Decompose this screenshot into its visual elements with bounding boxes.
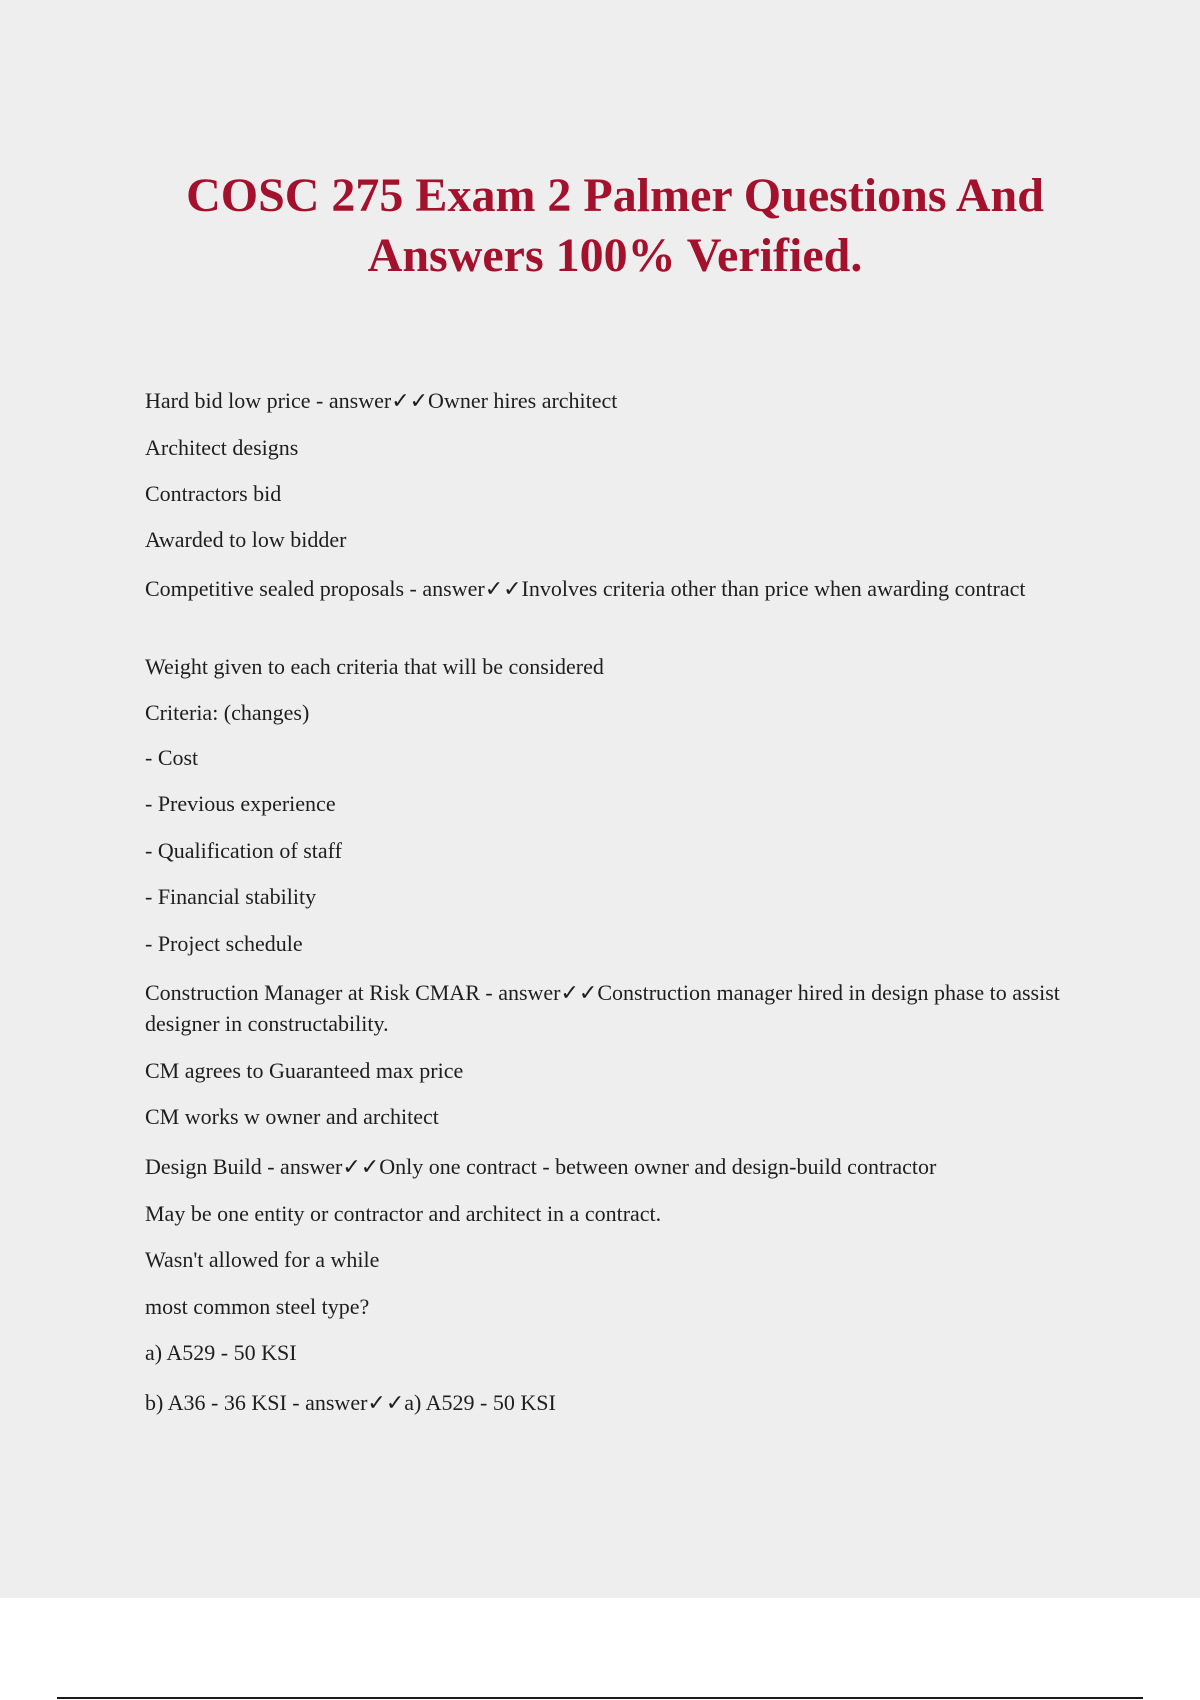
text-line: - Previous experience [145,791,336,816]
text-line: - Qualification of staff [145,838,342,863]
text-line: Design Build - answer✓✓Only one contract - between owner and design-build contractor [145,1154,937,1179]
text-line: CM works w owner and architect [145,1104,439,1129]
text-line: - Cost [145,745,199,770]
text-line: Construction Manager at Risk CMAR - answer✓✓Construction manager hired in design phase to assist designer in constructability. [145,980,1060,1036]
text-line: most common steel type? [145,1294,370,1319]
text-line: - Project schedule [145,931,303,956]
text-line: Weight given to each criteria that will be considered [145,654,604,679]
text-line: Hard bid low price - answer✓✓Owner hires architect [145,388,618,413]
document-title [120,166,1110,286]
text-line: Architect designs [145,435,299,460]
text-line: a) A529 - 50 KSI [145,1340,297,1365]
title-line-1: COSC 275 Exam 2 Palmer Questions And [186,169,1044,222]
text-line: b) A36 - 36 KSI - answer✓✓a) A529 - 50 KSI [145,1390,556,1415]
text-line: - Financial stability [145,884,317,909]
footer-divider [57,1697,1143,1699]
text-line: Contractors bid [145,481,282,506]
text-line: CM agrees to Guaranteed max price [145,1058,464,1083]
title-line-2: Answers 100% Verified. [367,229,863,282]
text-line: Competitive sealed proposals - answer✓✓Involves criteria other than price when awarding contract [145,576,1026,601]
text-line: May be one entity or contractor and architect in a contract. [145,1201,662,1226]
text-line: Criteria: (changes) [145,700,310,725]
text-line: Awarded to low bidder [145,527,347,552]
text-line: Wasn't allowed for a while [145,1247,380,1272]
